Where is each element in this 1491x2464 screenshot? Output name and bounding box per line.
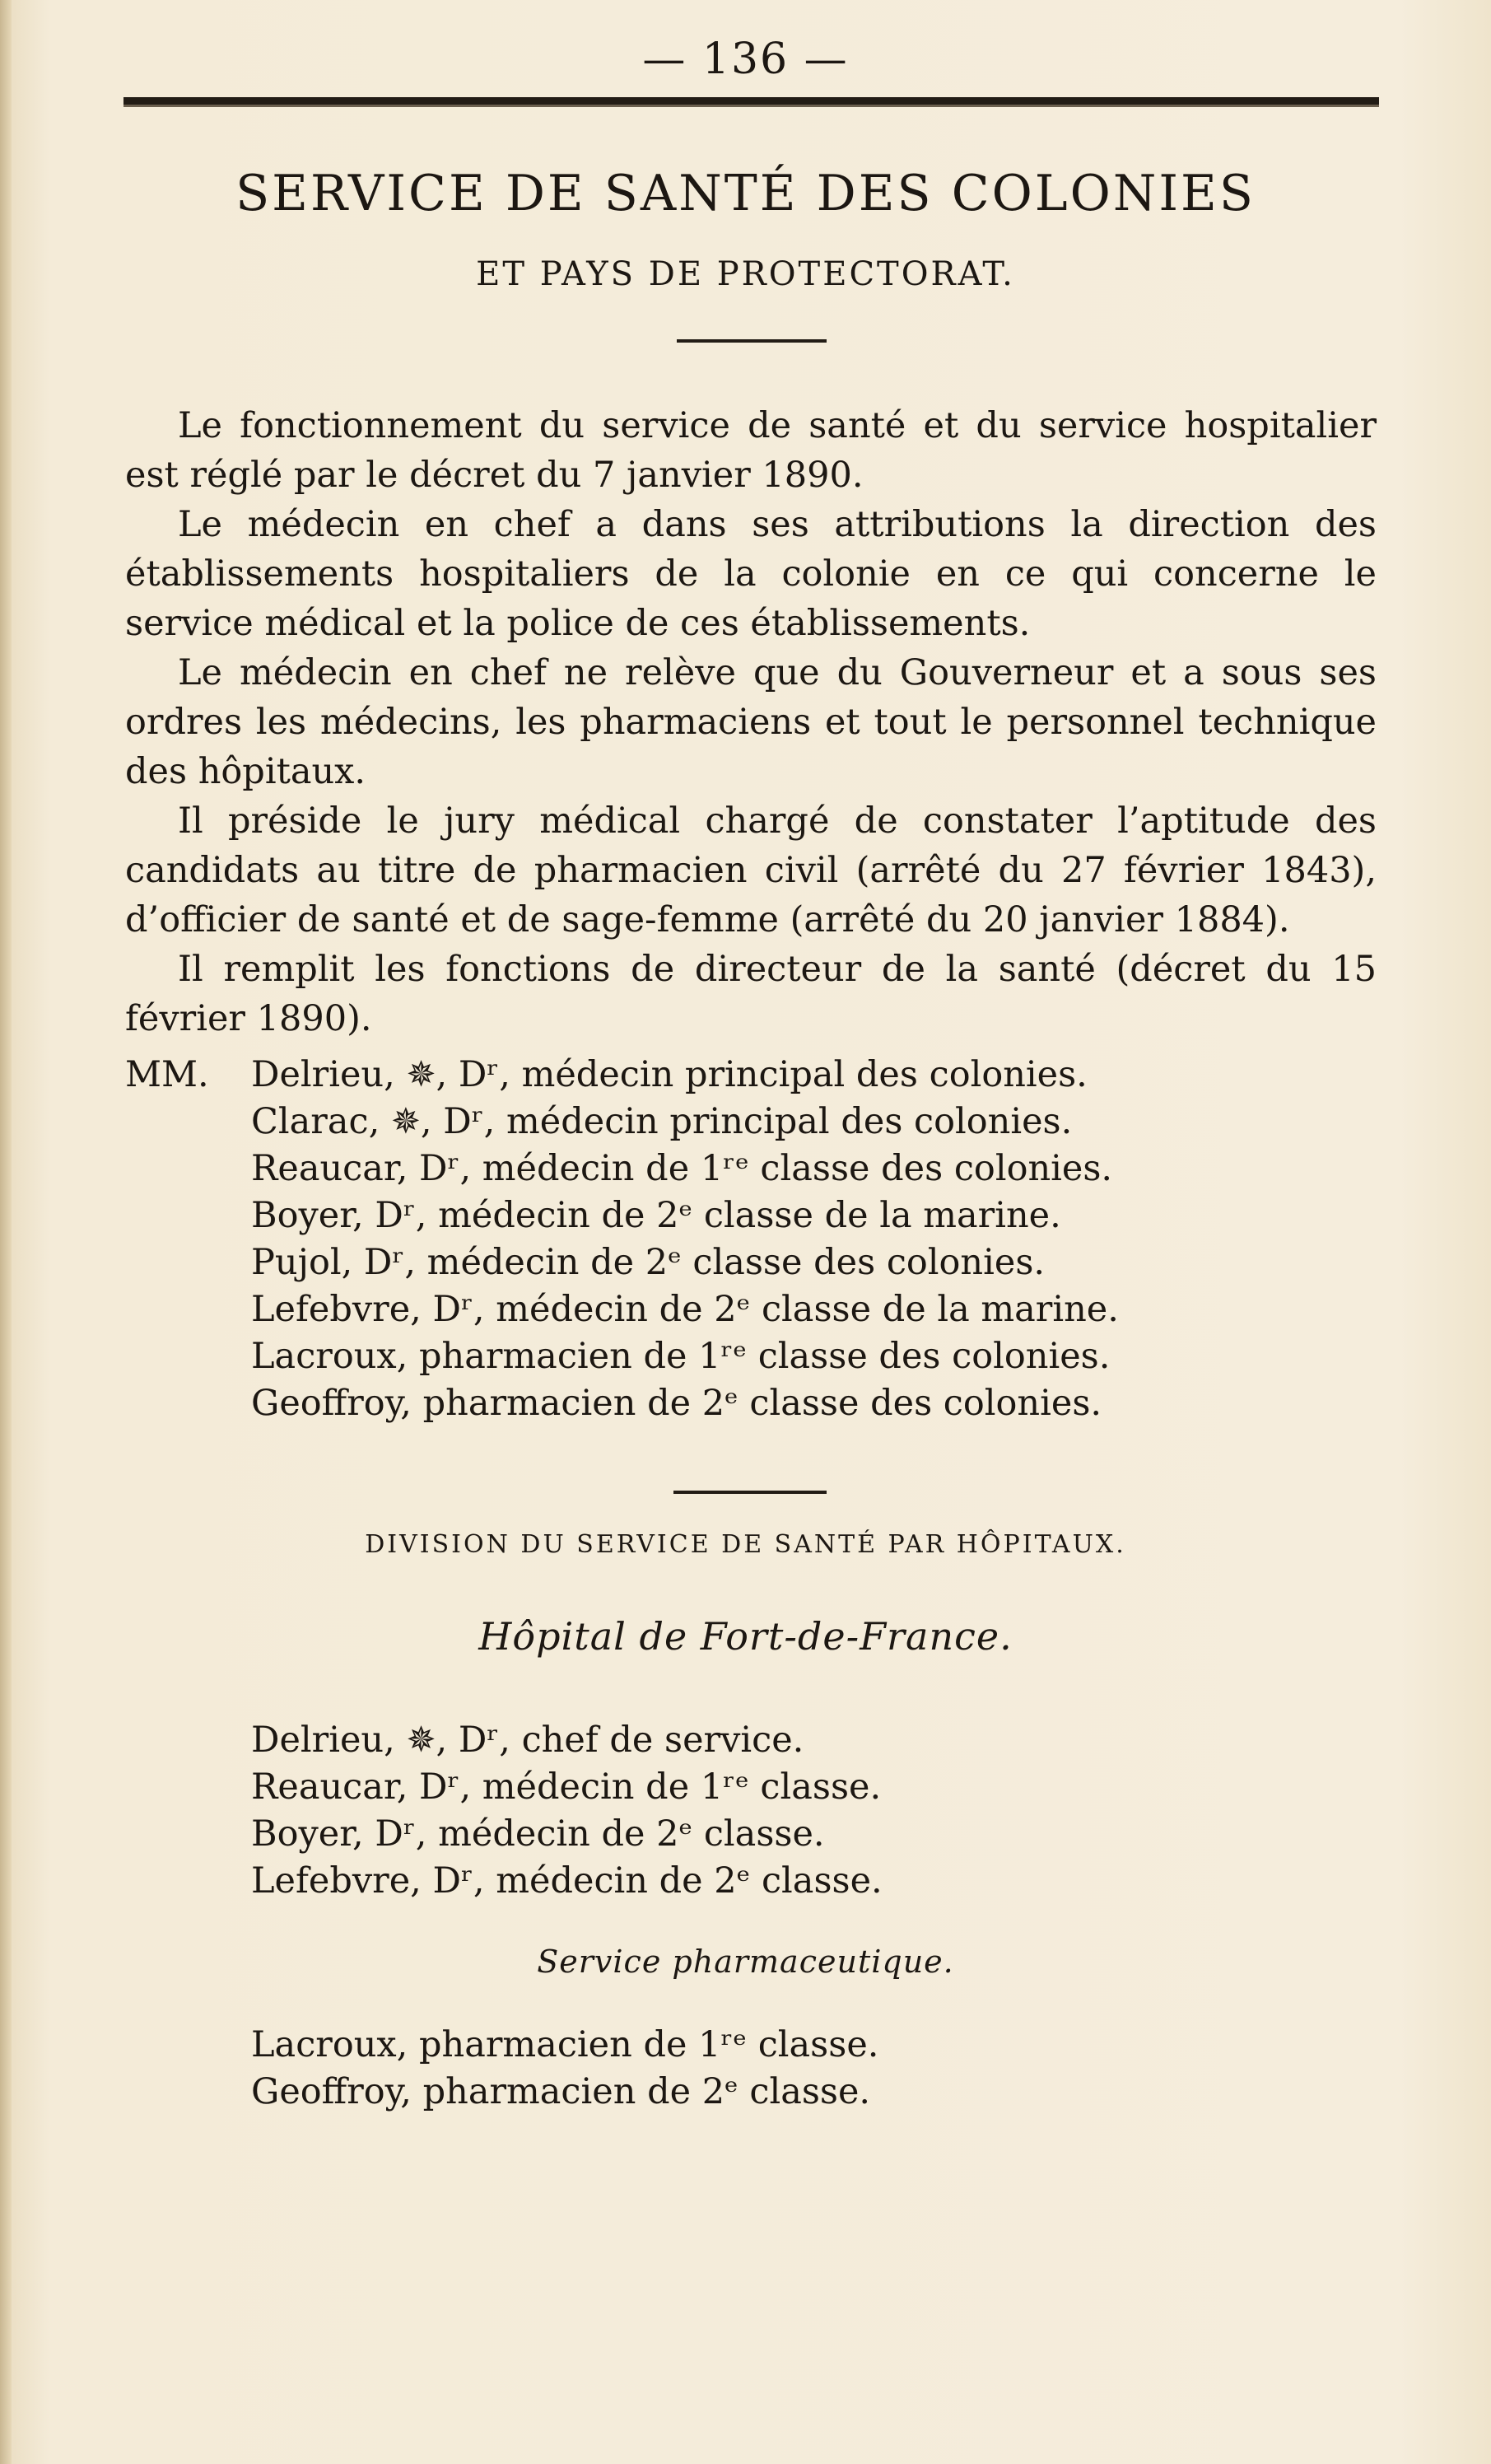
page-binding-edge <box>0 0 12 2464</box>
paragraph-jury: Il préside le jury médical chargé de constater l’aptitude des candidats au titre de pharmacien civil (arrêté du 27 février 1843), d’officier de santé et de sage-femme (arrêté du 20 janvier 1884). <box>125 800 1377 940</box>
staff-row <box>125 1192 1377 1239</box>
section-divider <box>673 1491 827 1494</box>
staff-row <box>125 1380 1377 1427</box>
staff-member: Clarac, ✵, Dʳ, médecin principal des colonies. <box>251 1101 1073 1142</box>
staff-list <box>125 1052 1377 1427</box>
page-number: — 136 — <box>642 35 849 84</box>
hospital-staff-list <box>251 1717 883 1905</box>
staff-prefix: MM. <box>125 1054 209 1095</box>
staff-row <box>125 1099 1377 1146</box>
section-title: SERVICE DE SANTÉ DES COLONIES <box>235 165 1256 222</box>
staff-member: Pujol, Dʳ, médecin de 2ᵉ classe des colonies. <box>251 1242 1046 1283</box>
pharmacy-staff-list <box>251 2022 878 2116</box>
paragraph-governor: Le médecin en chef ne relève que du Gouverneur et a sous ses ordres les médecins, les pharmaciens et tout le personnel technique des hôpitaux. <box>125 652 1377 792</box>
paragraph-director: Il remplit les fonctions de directeur de la santé (décret du 15 février 1890). <box>125 949 1377 1039</box>
hospital-staff-item: Reaucar, Dʳ, médecin de 1ʳᵉ classe. <box>251 1766 882 1808</box>
staff-member: Geoffroy, pharmacien de 2ᵉ classe des colonies. <box>251 1383 1102 1424</box>
hospital-staff-item: Boyer, Dʳ, médecin de 2ᵉ classe. <box>251 1813 825 1855</box>
hospital-staff-item: Delrieu, ✵, Dʳ, chef de service. <box>251 1720 804 1761</box>
section-subtitle: ET PAYS DE PROTECTORAT. <box>476 255 1015 293</box>
hospital-staff-item: Lefebvre, Dʳ, médecin de 2ᵉ classe. <box>251 1860 883 1902</box>
paragraph-decree: Le fonctionnement du service de santé et du service hospitalier est réglé par le décret du 7 janvier 1890. <box>125 405 1377 496</box>
header-rule <box>123 97 1379 107</box>
staff-member: Lefebvre, Dʳ, médecin de 2ᵉ classe de la marine. <box>251 1289 1119 1330</box>
title-divider <box>677 339 827 343</box>
staff-row <box>125 1052 1377 1099</box>
division-heading: DIVISION DU SERVICE DE SANTÉ PAR HÔPITAUX. <box>365 1530 1126 1559</box>
pharmacy-heading: Service pharmaceutique. <box>537 1944 954 1980</box>
staff-member: Delrieu, ✵, Dʳ, médecin principal des colonies. <box>251 1054 1088 1095</box>
staff-member: Reaucar, Dʳ, médecin de 1ʳᵉ classe des colonies. <box>251 1148 1113 1189</box>
staff-row <box>125 1146 1377 1192</box>
staff-row <box>125 1286 1377 1333</box>
paragraph-attributions: Le médecin en chef a dans ses attributions la direction des établissements hospitaliers de la colonie en ce qui concerne le service médical et la police de ces établissements. <box>125 504 1377 644</box>
staff-member: Lacroux, pharmacien de 1ʳᵉ classe des colonies. <box>251 1336 1111 1377</box>
staff-member: Boyer, Dʳ, médecin de 2ᵉ classe de la marine. <box>251 1195 1061 1236</box>
staff-row <box>125 1333 1377 1380</box>
pharmacy-staff-item: Lacroux, pharmacien de 1ʳᵉ classe. <box>251 2024 879 2065</box>
pharmacy-staff-item: Geoffroy, pharmacien de 2ᵉ classe. <box>251 2071 871 2112</box>
hospital-heading: Hôpital de Fort-de-France. <box>478 1614 1013 1659</box>
staff-row <box>125 1239 1377 1286</box>
